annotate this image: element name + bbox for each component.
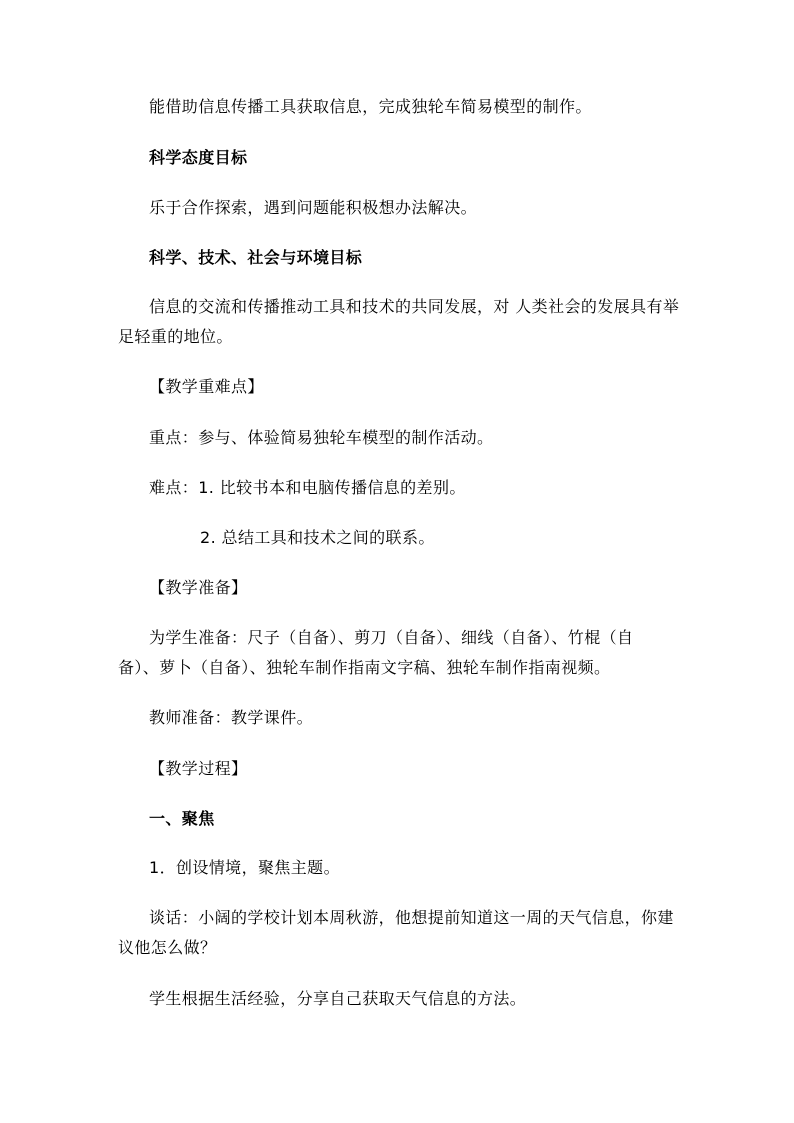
- section-heading: 科学、技术、社会与环境目标: [149, 248, 363, 267]
- section-heading: 【教学准备】: [149, 578, 248, 597]
- paragraph-line: 议他怎么做？: [118, 938, 217, 957]
- paragraph-line: 1．创设情境，聚焦主题。: [149, 858, 340, 877]
- paragraph-line: 能借助信息传播工具获取信息，完成独轮车简易模型的制作。: [149, 97, 592, 116]
- section-heading: 科学态度目标: [149, 148, 248, 167]
- paragraph-line: 难点：1. 比较书本和电脑传播信息的差别。: [149, 478, 466, 497]
- paragraph-line: 足轻重的地位。: [118, 327, 233, 346]
- paragraph-line: 教师准备：教学课件。: [149, 708, 314, 727]
- section-heading: 一、聚焦: [149, 809, 215, 828]
- paragraph-line: 为学生准备：尺子（自备）、剪刀（自备）、细线（自备）、竹棍（自: [149, 628, 634, 647]
- paragraph-line: 学生根据生活经验，分享自己获取天气信息的方法。: [149, 989, 527, 1008]
- paragraph-line: 谈话：小阔的学校计划本周秋游，他想提前知道这一周的天气信息，你建: [149, 908, 674, 927]
- paragraph-line: 乐于合作探索，遇到问题能积极想办法解决。: [149, 198, 478, 217]
- paragraph-line: 备）、萝卜（自备）、独轮车制作指南文字稿、独轮车制作指南视频。: [118, 658, 611, 677]
- paragraph-line: 信息的交流和传播推动工具和技术的共同发展，对 人类社会的发展具有举: [149, 297, 680, 316]
- paragraph-line: 2. 总结工具和技术之间的联系。: [200, 528, 435, 547]
- section-heading: 【教学重难点】: [149, 377, 264, 396]
- section-heading: 【教学过程】: [149, 759, 248, 778]
- paragraph-line: 重点：参与、体验简易独轮车模型的制作活动。: [149, 428, 494, 447]
